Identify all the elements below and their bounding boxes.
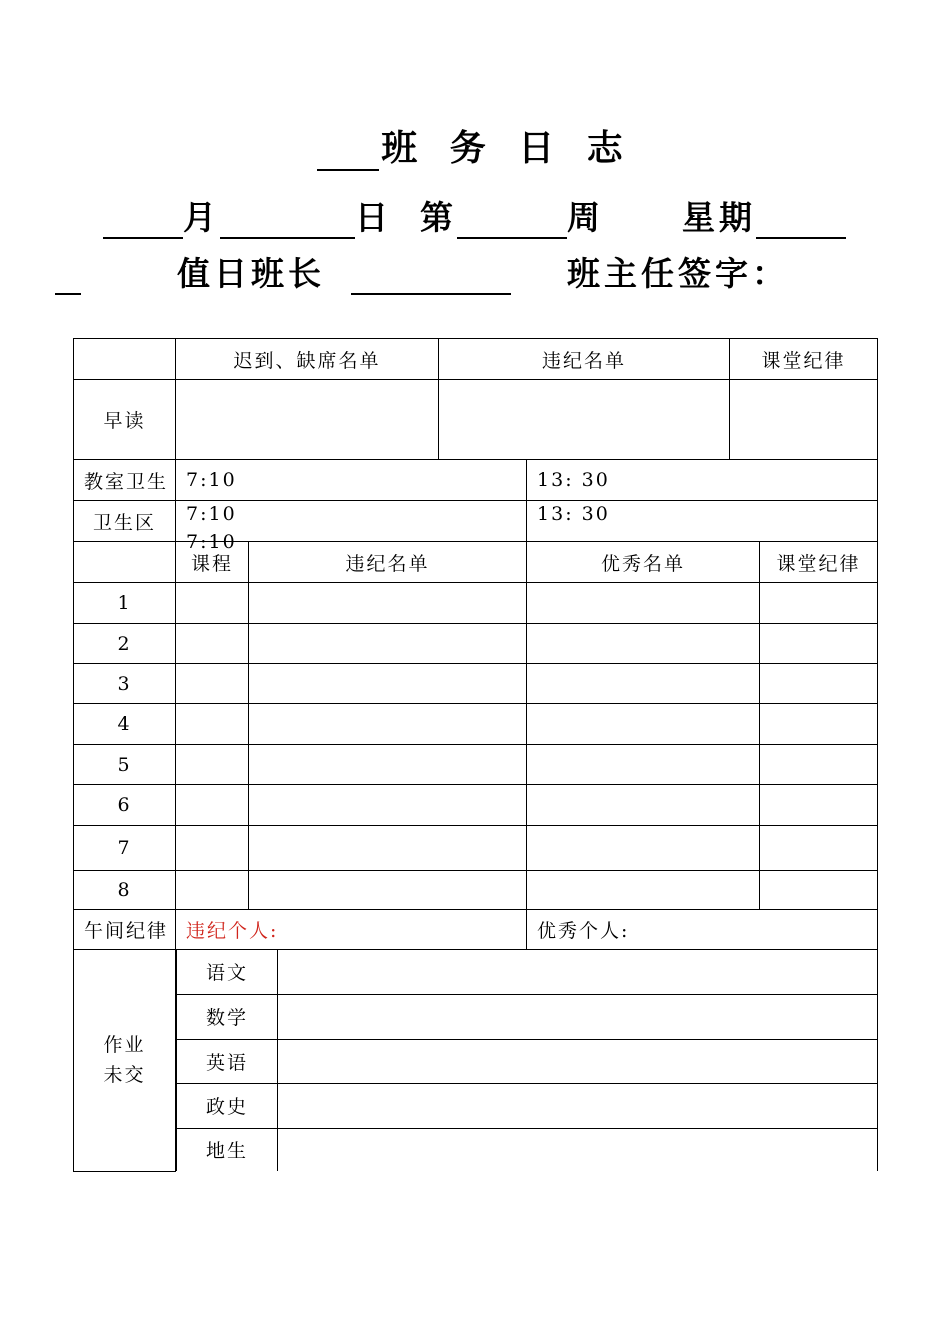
violation-list-cell[interactable]: [249, 785, 527, 826]
hygiene-am[interactable]: 7:10: [176, 460, 527, 501]
course-cell[interactable]: [176, 745, 249, 785]
course-cell[interactable]: [176, 583, 249, 624]
area-am-clipped: 7:10: [186, 531, 237, 553]
period-number: 2: [74, 624, 176, 664]
violation-list-cell[interactable]: [249, 826, 527, 871]
month-blank[interactable]: [103, 207, 183, 239]
weekday-blank-cont: [55, 263, 81, 295]
noon-violators[interactable]: 违纪个人:: [176, 910, 527, 950]
period-row: [74, 745, 878, 785]
violation-list-cell[interactable]: [249, 664, 527, 704]
day-blank[interactable]: [220, 207, 355, 239]
period-number: 4: [74, 704, 176, 745]
month-label: 月: [183, 198, 220, 237]
discipline-cell[interactable]: [760, 664, 878, 704]
sign-line: [0, 248, 950, 295]
course-cell[interactable]: [176, 871, 249, 910]
violation-list-cell[interactable]: [249, 704, 527, 745]
excellent-list-cell[interactable]: [527, 871, 760, 910]
period-number: 6: [74, 785, 176, 826]
period-number: 8: [74, 871, 176, 910]
morning-label: 早读: [74, 380, 176, 460]
area-pm[interactable]: 13: 30: [527, 501, 878, 542]
violation-list-cell[interactable]: [249, 624, 527, 664]
area-am: 7:10: [186, 503, 237, 525]
monitor-label: 值日班长: [177, 254, 325, 293]
period-row: [74, 871, 878, 910]
course-cell[interactable]: [176, 826, 249, 871]
weekday-blank[interactable]: [756, 207, 846, 239]
morning-row: [74, 380, 878, 460]
area-am-cell[interactable]: [176, 501, 527, 553]
course-cell[interactable]: [176, 704, 249, 745]
subject-missing-cell[interactable]: [278, 1039, 878, 1083]
day-label: 日: [355, 198, 392, 237]
late-absent-header: 迟到、缺席名单: [176, 339, 439, 380]
noon-excellent[interactable]: 优秀个人:: [527, 910, 878, 950]
hygiene-pm[interactable]: 13: 30: [527, 460, 878, 501]
subject-label: 英语: [177, 1039, 278, 1083]
homework-label: 作业 未交: [74, 950, 176, 1172]
discipline-cell[interactable]: [760, 871, 878, 910]
discipline-cell[interactable]: [760, 624, 878, 664]
homework-table: [176, 950, 877, 1171]
violation-list-cell[interactable]: [249, 871, 527, 910]
period-violation-header: 违纪名单: [249, 542, 527, 583]
week-prefix: 第: [420, 198, 457, 237]
excellent-header: 优秀名单: [527, 542, 760, 583]
period-row: [74, 583, 878, 624]
violation-cell[interactable]: [439, 380, 730, 460]
subject-missing-cell[interactable]: [278, 994, 878, 1039]
period-row: [74, 826, 878, 871]
period-number: 7: [74, 826, 176, 871]
period-corner-cell: [74, 542, 176, 583]
subject-missing-cell[interactable]: [278, 950, 878, 994]
period-row: [74, 664, 878, 704]
period-number: 3: [74, 664, 176, 704]
violation-list-cell[interactable]: [249, 745, 527, 785]
page-title: 班 务 日 志: [0, 120, 950, 171]
week-suffix: 周: [567, 198, 604, 237]
discipline-header: 课堂纪律: [730, 339, 878, 380]
excellent-list-cell[interactable]: [527, 704, 760, 745]
subject-label: 政史: [177, 1083, 278, 1128]
course-cell[interactable]: [176, 624, 249, 664]
violation-header: 违纪名单: [439, 339, 730, 380]
course-header: 课程: [176, 542, 249, 583]
excellent-list-cell[interactable]: [527, 624, 760, 664]
area-label: 卫生区: [74, 501, 176, 542]
period-row: [74, 624, 878, 664]
subject-missing-cell[interactable]: [278, 1083, 878, 1128]
discipline-cell[interactable]: [730, 380, 878, 460]
area-row: [74, 501, 878, 542]
subject-label: 地生: [177, 1128, 278, 1171]
discipline-cell[interactable]: [760, 704, 878, 745]
excellent-list-cell[interactable]: [527, 745, 760, 785]
subject-missing-cell[interactable]: [278, 1128, 878, 1171]
discipline-cell[interactable]: [760, 583, 878, 624]
discipline-cell[interactable]: [760, 826, 878, 871]
date-line: [0, 192, 950, 239]
course-cell[interactable]: [176, 664, 249, 704]
excellent-list-cell[interactable]: [527, 826, 760, 871]
hygiene-row: [74, 460, 878, 501]
homework-row: [74, 950, 878, 1172]
week-blank[interactable]: [457, 207, 567, 239]
period-discipline-header: 课堂纪律: [760, 542, 878, 583]
monitor-blank[interactable]: [351, 263, 511, 295]
late-absent-cell[interactable]: [176, 380, 439, 460]
excellent-list-cell[interactable]: [527, 785, 760, 826]
homework-subjects: [176, 950, 878, 1172]
period-row: [74, 785, 878, 826]
excellent-list-cell[interactable]: [527, 583, 760, 624]
course-cell[interactable]: [176, 785, 249, 826]
noon-row: [74, 910, 878, 950]
violation-list-cell[interactable]: [249, 583, 527, 624]
excellent-list-cell[interactable]: [527, 664, 760, 704]
subject-label: 数学: [177, 994, 278, 1039]
period-number: 1: [74, 583, 176, 624]
class-blank[interactable]: [317, 135, 379, 171]
morning-header-row: [74, 339, 878, 380]
corner-cell: [74, 339, 176, 380]
period-row: [74, 704, 878, 745]
subject-label: 语文: [177, 950, 278, 994]
teacher-sign-label: 班主任签字：: [567, 254, 789, 293]
discipline-cell[interactable]: [760, 785, 878, 826]
noon-label: 午间纪律: [74, 910, 176, 950]
period-number: 5: [74, 745, 176, 785]
class-log-table: [73, 338, 878, 1172]
weekday-label: 星期: [682, 198, 756, 237]
discipline-cell[interactable]: [760, 745, 878, 785]
hygiene-label: 教室卫生: [74, 460, 176, 501]
